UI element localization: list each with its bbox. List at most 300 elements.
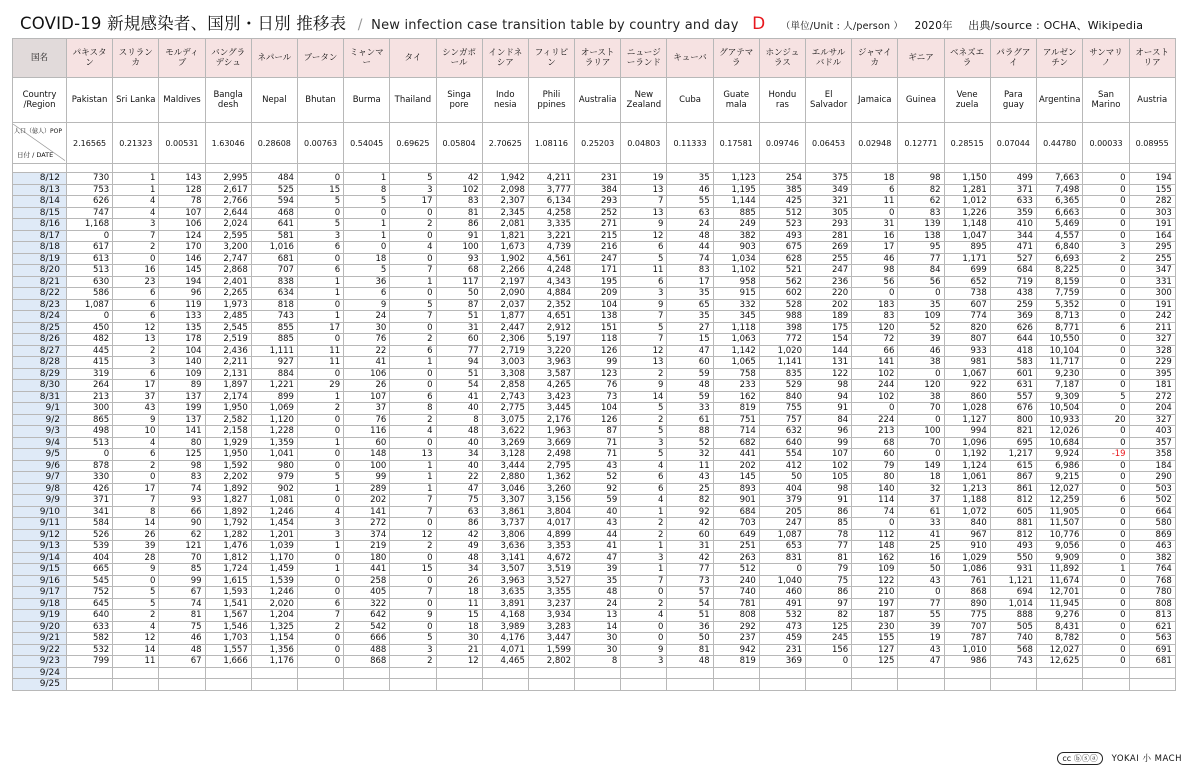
case-count-cell: 1,102 bbox=[713, 265, 759, 277]
case-count-cell: 1,666 bbox=[205, 656, 251, 668]
case-count-cell: 40 bbox=[575, 506, 621, 518]
date-cell: 9/21 bbox=[13, 633, 67, 645]
table-row bbox=[13, 552, 1176, 564]
case-count-cell: 39 bbox=[575, 564, 621, 576]
table-row bbox=[13, 449, 1176, 461]
population-value: 0.00763 bbox=[297, 123, 343, 164]
case-count-cell: 73 bbox=[575, 391, 621, 403]
case-count-cell: 861 bbox=[990, 483, 1036, 495]
case-count-cell: 0 bbox=[1083, 426, 1129, 438]
case-count-cell: 43 bbox=[667, 472, 713, 484]
case-count-cell: 1,567 bbox=[205, 610, 251, 622]
case-count-cell: 878 bbox=[67, 460, 113, 472]
case-count-cell: 1,176 bbox=[251, 656, 297, 668]
case-count-cell: 884 bbox=[251, 368, 297, 380]
case-count-cell: 1 bbox=[297, 391, 343, 403]
case-count-cell: 980 bbox=[251, 460, 297, 472]
case-count-cell: 3,669 bbox=[528, 437, 574, 449]
case-count-cell: 12 bbox=[621, 345, 667, 357]
case-count-cell: 1,150 bbox=[944, 173, 990, 185]
date-cell: 9/14 bbox=[13, 552, 67, 564]
case-count-cell: 1 bbox=[390, 357, 436, 369]
case-count-cell: 513 bbox=[67, 437, 113, 449]
case-count-cell: 0 bbox=[344, 207, 390, 219]
case-count-cell: 831 bbox=[759, 552, 805, 564]
case-count-cell bbox=[667, 679, 713, 691]
case-count-cell: 2 bbox=[113, 460, 159, 472]
case-count-cell: 0 bbox=[67, 449, 113, 461]
case-count-cell: 1,010 bbox=[944, 644, 990, 656]
case-count-cell: 12,027 bbox=[1036, 644, 1082, 656]
case-count-cell: 1,356 bbox=[251, 644, 297, 656]
case-count-cell bbox=[482, 679, 528, 691]
case-count-cell: 1,087 bbox=[759, 529, 805, 541]
table-row bbox=[13, 345, 1176, 357]
case-count-cell: 4,017 bbox=[528, 518, 574, 530]
case-count-cell: 818 bbox=[251, 299, 297, 311]
case-count-cell: 202 bbox=[344, 495, 390, 507]
case-count-cell: 70 bbox=[898, 403, 944, 415]
case-count-cell: 607 bbox=[944, 299, 990, 311]
case-count-cell: 523 bbox=[759, 219, 805, 231]
case-count-cell: 194 bbox=[159, 276, 205, 288]
case-count-cell: 99 bbox=[159, 575, 205, 587]
case-count-cell: 1,877 bbox=[482, 311, 528, 323]
case-count-cell: 195 bbox=[575, 276, 621, 288]
case-count-cell: 855 bbox=[251, 322, 297, 334]
case-count-cell: 410 bbox=[990, 219, 1036, 231]
case-count-cell: 6 bbox=[113, 449, 159, 461]
case-count-cell: 1,127 bbox=[944, 414, 990, 426]
case-count-cell: 269 bbox=[806, 242, 852, 254]
case-count-cell: 2 bbox=[297, 621, 343, 633]
case-count-cell: 328 bbox=[1129, 345, 1175, 357]
case-count-cell: 967 bbox=[944, 529, 990, 541]
case-count-cell: 133 bbox=[159, 311, 205, 323]
case-count-cell: 1,476 bbox=[205, 541, 251, 553]
spacer-cell bbox=[159, 164, 205, 173]
case-count-cell: 81 bbox=[159, 610, 205, 622]
case-count-cell: 41 bbox=[898, 529, 944, 541]
case-count-cell: 67 bbox=[159, 587, 205, 599]
case-count-cell: 107 bbox=[344, 391, 390, 403]
spacer-cell bbox=[944, 164, 990, 173]
population-value: 0.08955 bbox=[1129, 123, 1175, 164]
case-count-cell: 231 bbox=[575, 173, 621, 185]
spacer-cell bbox=[575, 164, 621, 173]
case-count-cell: 9,309 bbox=[1036, 391, 1082, 403]
case-count-cell: 156 bbox=[806, 644, 852, 656]
case-count-cell: 162 bbox=[713, 391, 759, 403]
case-count-cell: 1,124 bbox=[944, 460, 990, 472]
case-count-cell: 1,123 bbox=[713, 173, 759, 185]
case-count-cell: 4,258 bbox=[528, 207, 574, 219]
date-cell: 8/12 bbox=[13, 173, 67, 185]
case-count-cell: 5 bbox=[113, 598, 159, 610]
case-count-cell: 327 bbox=[1129, 414, 1175, 426]
case-count-cell: 7 bbox=[621, 575, 667, 587]
case-count-cell: 0 bbox=[1083, 506, 1129, 518]
case-count-cell: 3,335 bbox=[528, 219, 574, 231]
spacer-cell bbox=[759, 164, 805, 173]
case-count-cell: 755 bbox=[759, 403, 805, 415]
brand-logo: YOKAI 小 MACH bbox=[1111, 754, 1182, 764]
case-count-cell: 665 bbox=[67, 564, 113, 576]
case-count-cell: 981 bbox=[944, 357, 990, 369]
case-count-cell: 9,215 bbox=[1036, 472, 1082, 484]
case-count-cell: 242 bbox=[1129, 311, 1175, 323]
population-value: 0.02948 bbox=[852, 123, 898, 164]
case-count-cell: 527 bbox=[990, 253, 1036, 265]
case-count-cell: 11 bbox=[621, 265, 667, 277]
case-count-cell: 0 bbox=[852, 207, 898, 219]
header-row-jp bbox=[13, 39, 1176, 78]
country-name-jp: パキスタン bbox=[67, 39, 113, 78]
case-count-cell: 2,436 bbox=[205, 345, 251, 357]
case-count-cell: 4,899 bbox=[528, 529, 574, 541]
country-name-en: Burma bbox=[344, 78, 390, 123]
case-count-cell bbox=[436, 667, 482, 679]
case-count-cell: 526 bbox=[67, 529, 113, 541]
spacer-cell bbox=[205, 164, 251, 173]
case-count-cell: 3,806 bbox=[482, 529, 528, 541]
case-count-cell: 4,557 bbox=[1036, 230, 1082, 242]
case-count-cell: 2,176 bbox=[528, 414, 574, 426]
case-count-cell: 2,266 bbox=[482, 265, 528, 277]
case-count-cell: 2,617 bbox=[205, 184, 251, 196]
footer bbox=[1057, 752, 1182, 765]
case-count-cell: 292 bbox=[713, 621, 759, 633]
country-name-jp: オーストラリア bbox=[575, 39, 621, 78]
case-count-cell: 216 bbox=[575, 242, 621, 254]
case-count-cell: 76 bbox=[575, 380, 621, 392]
case-count-cell: 652 bbox=[944, 276, 990, 288]
country-name-en: Bhutan bbox=[297, 78, 343, 123]
population-value: 0.25203 bbox=[575, 123, 621, 164]
case-count-cell: 1,154 bbox=[251, 633, 297, 645]
case-count-cell: 87 bbox=[575, 426, 621, 438]
case-count-cell: 3,963 bbox=[482, 575, 528, 587]
case-count-cell: 8 bbox=[575, 656, 621, 668]
cc-license-icon: cc ⓑⓢⓐ bbox=[1057, 752, 1102, 765]
table-row bbox=[13, 368, 1176, 380]
case-count-cell: 8,431 bbox=[1036, 621, 1082, 633]
case-count-cell: 503 bbox=[1129, 483, 1175, 495]
case-count-cell: 293 bbox=[806, 219, 852, 231]
case-count-cell bbox=[159, 679, 205, 691]
case-count-cell: 0 bbox=[297, 368, 343, 380]
case-count-cell: 3,636 bbox=[482, 541, 528, 553]
case-count-cell: 626 bbox=[990, 322, 1036, 334]
case-count-cell: 719 bbox=[990, 276, 1036, 288]
case-count-cell: 582 bbox=[67, 633, 113, 645]
case-count-cell: 0 bbox=[1083, 368, 1129, 380]
case-count-cell bbox=[852, 679, 898, 691]
case-count-cell: -19 bbox=[1083, 449, 1129, 461]
case-count-cell: 1,041 bbox=[251, 449, 297, 461]
case-count-cell: 1 bbox=[297, 437, 343, 449]
case-count-cell: 3,507 bbox=[482, 564, 528, 576]
case-count-cell: 98 bbox=[806, 380, 852, 392]
case-count-cell: 48 bbox=[667, 380, 713, 392]
case-count-cell: 1,012 bbox=[944, 196, 990, 208]
case-count-cell: 757 bbox=[759, 414, 805, 426]
case-count-cell: 125 bbox=[852, 656, 898, 668]
case-count-cell: 1,593 bbox=[205, 587, 251, 599]
case-count-cell: 47 bbox=[436, 483, 482, 495]
case-count-cell: 6 bbox=[297, 242, 343, 254]
case-count-cell: 43 bbox=[575, 460, 621, 472]
case-count-cell: 1,673 bbox=[482, 242, 528, 254]
case-count-cell: 2,868 bbox=[205, 265, 251, 277]
case-count-cell: 2,743 bbox=[482, 391, 528, 403]
case-count-cell: 445 bbox=[67, 345, 113, 357]
case-count-cell: 463 bbox=[1129, 541, 1175, 553]
case-count-cell: 840 bbox=[759, 391, 805, 403]
case-count-cell: 1,144 bbox=[713, 196, 759, 208]
case-count-cell: 3,861 bbox=[482, 506, 528, 518]
case-count-cell: 5 bbox=[621, 403, 667, 415]
case-count-cell: 471 bbox=[990, 242, 1036, 254]
case-count-cell: 1,040 bbox=[759, 575, 805, 587]
case-count-cell: 768 bbox=[1129, 575, 1175, 587]
case-count-cell: 1,973 bbox=[205, 299, 251, 311]
case-count-cell: 605 bbox=[990, 506, 1036, 518]
case-count-cell: 0 bbox=[852, 518, 898, 530]
case-count-cell: 684 bbox=[713, 506, 759, 518]
case-count-cell: 703 bbox=[713, 518, 759, 530]
table-row bbox=[13, 506, 1176, 518]
table-row bbox=[13, 230, 1176, 242]
case-count-cell: 1 bbox=[344, 173, 390, 185]
case-count-cell: 699 bbox=[944, 265, 990, 277]
case-count-cell: 2 bbox=[621, 529, 667, 541]
case-count-cell: 1,061 bbox=[944, 472, 990, 484]
case-count-cell: 0 bbox=[621, 633, 667, 645]
case-count-cell: 2,037 bbox=[482, 299, 528, 311]
case-count-cell: 774 bbox=[944, 311, 990, 323]
case-count-cell: 154 bbox=[806, 334, 852, 346]
case-count-cell: 398 bbox=[759, 322, 805, 334]
table-row bbox=[13, 391, 1176, 403]
case-count-cell: 3 bbox=[621, 437, 667, 449]
country-name-en: Singa pore bbox=[436, 78, 482, 123]
case-count-cell: 1,069 bbox=[251, 403, 297, 415]
case-count-cell: 2,858 bbox=[482, 380, 528, 392]
case-count-cell: 800 bbox=[990, 414, 1036, 426]
case-count-cell: 60 bbox=[852, 449, 898, 461]
case-count-cell: 1,282 bbox=[205, 529, 251, 541]
country-name-en: Thailand bbox=[390, 78, 436, 123]
case-count-cell: 868 bbox=[344, 656, 390, 668]
case-count-cell: 3,260 bbox=[528, 483, 574, 495]
case-count-cell: 583 bbox=[990, 357, 1036, 369]
case-count-cell: 1,615 bbox=[205, 575, 251, 587]
case-count-cell: 14 bbox=[113, 644, 159, 656]
case-count-cell: 441 bbox=[344, 564, 390, 576]
case-count-cell: 24 bbox=[575, 598, 621, 610]
case-count-cell: 151 bbox=[575, 322, 621, 334]
country-name-en: Sri Lanka bbox=[113, 78, 159, 123]
title-en: New infection case transition table by country and day bbox=[371, 18, 739, 33]
case-count-cell: 369 bbox=[759, 656, 805, 668]
case-count-cell: 295 bbox=[1129, 242, 1175, 254]
case-count-cell: 327 bbox=[1129, 334, 1175, 346]
case-count-cell: 3,444 bbox=[482, 460, 528, 472]
case-count-cell bbox=[898, 667, 944, 679]
case-count-cell bbox=[251, 679, 297, 691]
table-row bbox=[13, 575, 1176, 587]
case-count-cell: 42 bbox=[436, 529, 482, 541]
case-count-cell: 649 bbox=[713, 529, 759, 541]
case-count-cell: 642 bbox=[344, 610, 390, 622]
case-count-cell bbox=[852, 667, 898, 679]
case-count-cell: 691 bbox=[1129, 644, 1175, 656]
date-cell: 8/23 bbox=[13, 299, 67, 311]
population-value: 0.09746 bbox=[759, 123, 805, 164]
date-cell: 9/24 bbox=[13, 667, 67, 679]
table-row bbox=[13, 598, 1176, 610]
case-count-cell: 0 bbox=[1083, 644, 1129, 656]
case-count-cell: 272 bbox=[1129, 391, 1175, 403]
country-name-jp: ミャンマー bbox=[344, 39, 390, 78]
case-count-cell: 126 bbox=[575, 345, 621, 357]
case-count-cell: 0 bbox=[898, 449, 944, 461]
case-count-cell: 38 bbox=[898, 357, 944, 369]
case-count-cell: 3 bbox=[297, 230, 343, 242]
case-count-cell: 3,075 bbox=[482, 414, 528, 426]
table-row bbox=[13, 184, 1176, 196]
table-row bbox=[13, 380, 1176, 392]
case-count-cell: 613 bbox=[67, 253, 113, 265]
case-count-cell: 181 bbox=[1129, 380, 1175, 392]
date-cell: 8/26 bbox=[13, 334, 67, 346]
case-count-cell: 1,892 bbox=[205, 483, 251, 495]
case-count-cell: 16 bbox=[852, 230, 898, 242]
population-value: 0.44780 bbox=[1036, 123, 1082, 164]
case-count-cell: 15 bbox=[436, 610, 482, 622]
case-count-cell: 106 bbox=[159, 219, 205, 231]
case-count-cell: 170 bbox=[159, 242, 205, 254]
case-count-cell: 54 bbox=[436, 380, 482, 392]
case-count-cell: 46 bbox=[852, 253, 898, 265]
case-count-cell: 26 bbox=[344, 380, 390, 392]
case-count-cell: 426 bbox=[67, 483, 113, 495]
case-count-cell: 76 bbox=[344, 414, 390, 426]
case-count-cell: 3 bbox=[621, 288, 667, 300]
case-count-cell: 255 bbox=[806, 253, 852, 265]
case-count-cell: 332 bbox=[713, 299, 759, 311]
case-count-cell: 645 bbox=[67, 598, 113, 610]
case-count-cell: 2,202 bbox=[205, 472, 251, 484]
case-count-cell: 146 bbox=[159, 253, 205, 265]
table-row bbox=[13, 621, 1176, 633]
case-count-cell: 183 bbox=[852, 299, 898, 311]
case-count-cell bbox=[713, 667, 759, 679]
date-cell: 9/18 bbox=[13, 598, 67, 610]
case-count-cell: 2,545 bbox=[205, 322, 251, 334]
case-count-cell: 43 bbox=[575, 518, 621, 530]
case-count-cell: 1,029 bbox=[944, 552, 990, 564]
case-count-cell: 16 bbox=[898, 552, 944, 564]
case-count-cell: 125 bbox=[806, 621, 852, 633]
case-count-cell: 0 bbox=[898, 288, 944, 300]
case-count-cell: 68 bbox=[852, 437, 898, 449]
case-count-cell: 0 bbox=[390, 230, 436, 242]
case-count-cell: 63 bbox=[667, 207, 713, 219]
case-count-cell: 681 bbox=[251, 253, 297, 265]
case-count-cell bbox=[1036, 679, 1082, 691]
case-count-cell: 808 bbox=[1129, 598, 1175, 610]
case-count-cell: 255 bbox=[1129, 253, 1175, 265]
case-count-cell bbox=[159, 667, 205, 679]
case-count-cell: 0 bbox=[297, 299, 343, 311]
case-count-cell: 2 bbox=[621, 368, 667, 380]
case-count-cell: 4,651 bbox=[528, 311, 574, 323]
case-count-cell: 682 bbox=[713, 437, 759, 449]
case-count-cell: 2,485 bbox=[205, 311, 251, 323]
case-count-cell: 694 bbox=[990, 587, 1036, 599]
pop-label: 人口（億人）POP bbox=[14, 128, 62, 135]
case-count-cell: 204 bbox=[1129, 403, 1175, 415]
case-count-cell: 7 bbox=[621, 334, 667, 346]
case-count-cell: 33 bbox=[898, 518, 944, 530]
case-count-cell: 812 bbox=[990, 529, 1036, 541]
case-count-cell: 247 bbox=[575, 253, 621, 265]
case-count-cell: 11 bbox=[297, 345, 343, 357]
spacer-cell bbox=[990, 164, 1036, 173]
corner-label-en: Country /Region bbox=[13, 78, 67, 123]
table-row bbox=[13, 518, 1176, 530]
case-count-cell: 77 bbox=[667, 564, 713, 576]
case-count-cell: 6 bbox=[621, 242, 667, 254]
case-count-cell: 82 bbox=[806, 610, 852, 622]
case-count-cell: 18 bbox=[852, 173, 898, 185]
case-count-cell: 135 bbox=[159, 322, 205, 334]
case-count-cell: 532 bbox=[759, 610, 805, 622]
case-count-cell: 52 bbox=[575, 472, 621, 484]
case-count-cell: 563 bbox=[1129, 633, 1175, 645]
case-count-cell: 0 bbox=[390, 368, 436, 380]
case-count-cell: 2,644 bbox=[205, 207, 251, 219]
case-count-cell: 205 bbox=[759, 506, 805, 518]
case-count-cell: 1,703 bbox=[205, 633, 251, 645]
case-count-cell: 1,168 bbox=[67, 219, 113, 231]
case-count-cell: 60 bbox=[436, 334, 482, 346]
case-count-cell: 11 bbox=[436, 598, 482, 610]
case-count-cell: 528 bbox=[759, 299, 805, 311]
case-count-cell: 631 bbox=[990, 380, 1036, 392]
case-count-cell: 594 bbox=[251, 196, 297, 208]
case-count-cell: 7 bbox=[113, 230, 159, 242]
case-count-cell: 1,724 bbox=[205, 564, 251, 576]
case-count-cell: 525 bbox=[251, 184, 297, 196]
case-count-cell: 281 bbox=[806, 230, 852, 242]
table-row bbox=[13, 587, 1176, 599]
case-count-cell: 14 bbox=[575, 621, 621, 633]
date-cell: 9/6 bbox=[13, 460, 67, 472]
case-count-cell: 74 bbox=[159, 483, 205, 495]
case-count-cell: 215 bbox=[575, 230, 621, 242]
spacer-cell bbox=[852, 164, 898, 173]
case-count-cell: 61 bbox=[898, 506, 944, 518]
case-count-cell: 17 bbox=[297, 322, 343, 334]
case-count-cell: 126 bbox=[575, 414, 621, 426]
case-count-cell: 55 bbox=[898, 610, 944, 622]
header-row-en bbox=[13, 78, 1176, 123]
case-count-cell bbox=[436, 679, 482, 691]
case-count-cell: 415 bbox=[67, 357, 113, 369]
